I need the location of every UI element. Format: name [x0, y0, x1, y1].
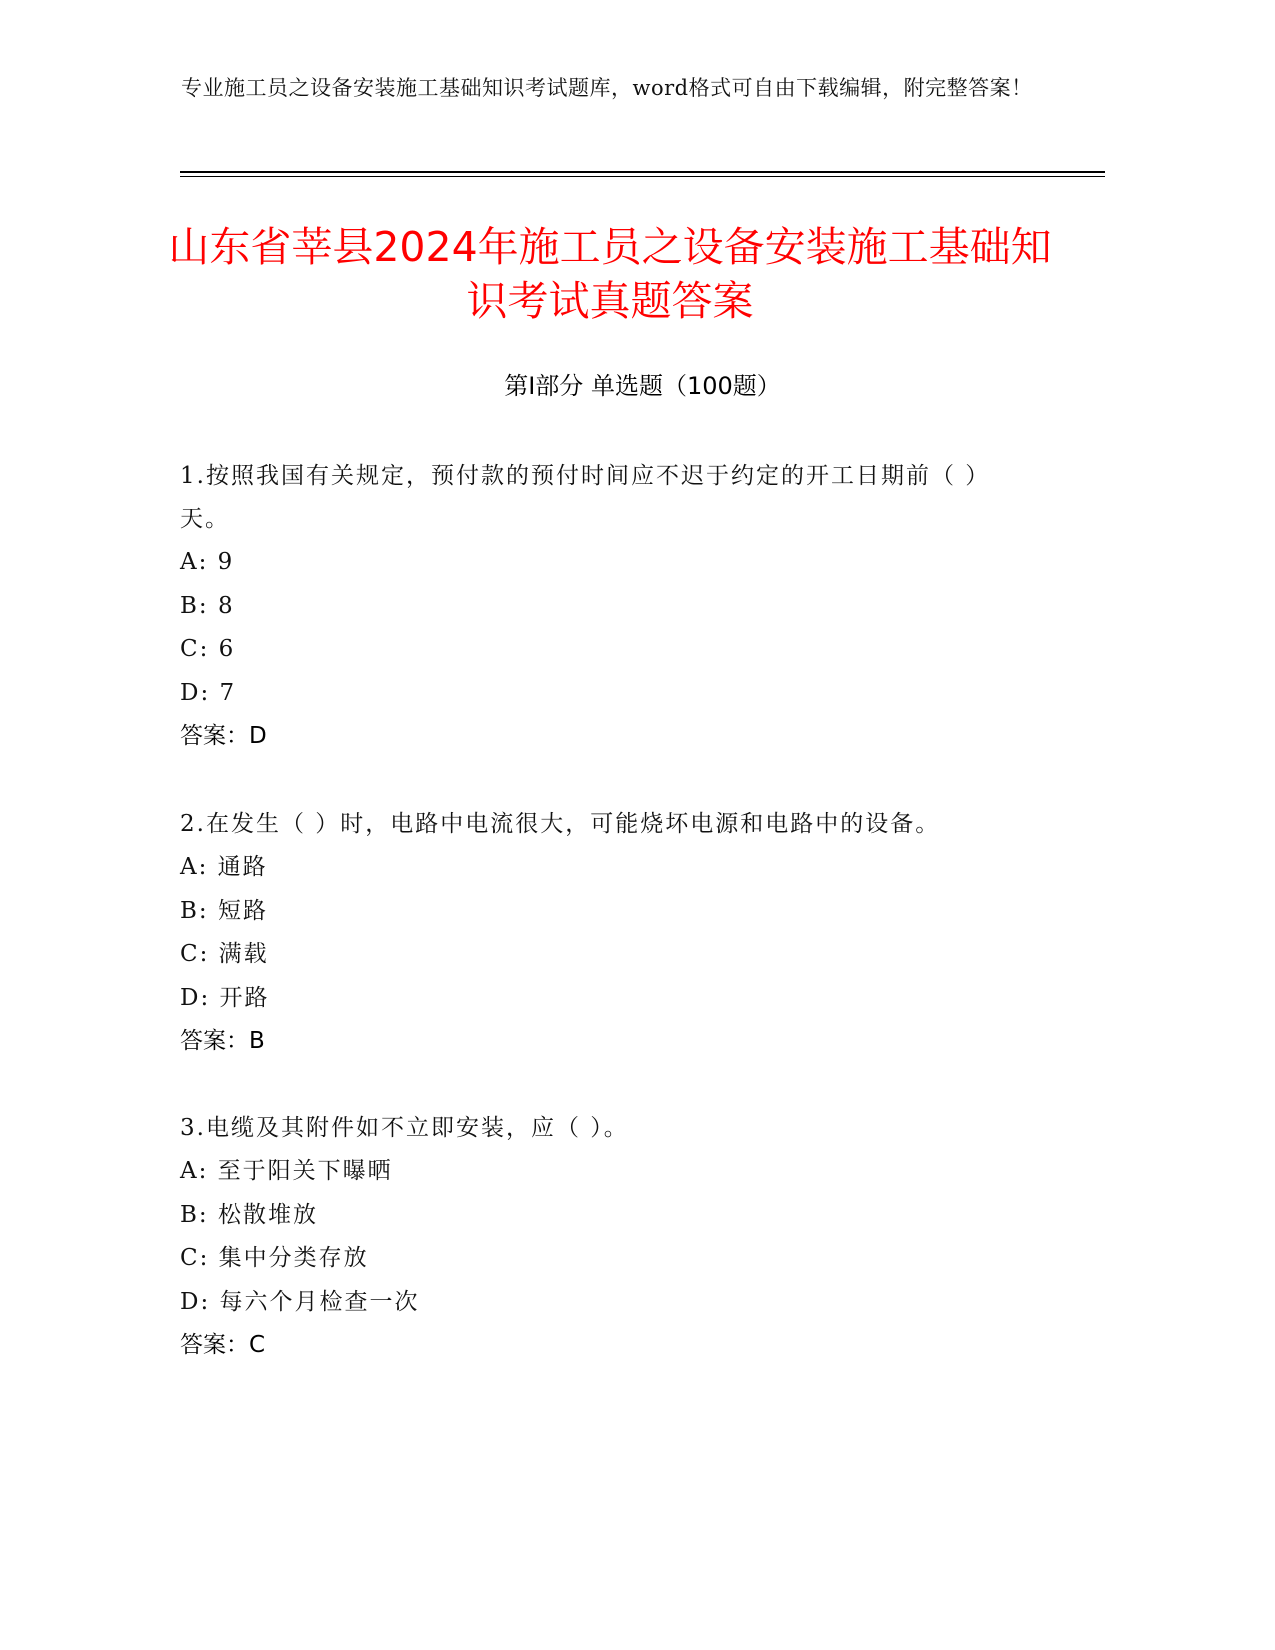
option-b: B: 短路 [180, 897, 268, 924]
option-a: A: 通路 [180, 854, 268, 880]
header-note: 专业施工员之设备安装施工基础知识考试题库，word格式可自由下载编辑，附完整答案！ [181, 76, 1033, 100]
question-stem: 2.在发生（ ）时，电路中电流很大，可能烧坏电源和电路中的设备。 [180, 811, 941, 837]
question-stem: 3.电缆及其附件如不立即安装，应（ ）。 [180, 1115, 629, 1141]
question-block [180, 455, 1040, 759]
header-divider-thick [180, 171, 1105, 173]
option-b: B: 8 [180, 592, 235, 619]
option-d: D: 开路 [180, 984, 270, 1011]
question-block [180, 803, 1040, 1064]
question-block [180, 1107, 1040, 1368]
option-a: A: 9 [180, 549, 235, 575]
option-c: C: 满载 [180, 941, 269, 967]
option-c: C: 6 [180, 636, 236, 662]
question-stem: 1.按照我国有关规定，预付款的预付时间应不迟于约定的开工日期前（ ）天。 [180, 463, 991, 532]
option-d: D: 每六个月检查一次 [180, 1288, 420, 1315]
option-c: C: 集中分类存放 [180, 1245, 369, 1271]
option-d: D: 7 [180, 679, 237, 706]
answer-line: 答案：D [180, 723, 267, 749]
answer-line: 答案：C [180, 1332, 266, 1358]
section-heading: 第I部分 单选题（100题） [504, 372, 781, 400]
header-divider-thin [180, 176, 1105, 177]
option-a: A: 至于阳关下曝晒 [180, 1158, 393, 1184]
document-title: 山东省莘县2024年施工员之设备安装施工基础知识考试真题答案 [168, 223, 1052, 325]
answer-line: 答案：B [180, 1028, 265, 1054]
option-b: B: 松散堆放 [180, 1201, 318, 1228]
